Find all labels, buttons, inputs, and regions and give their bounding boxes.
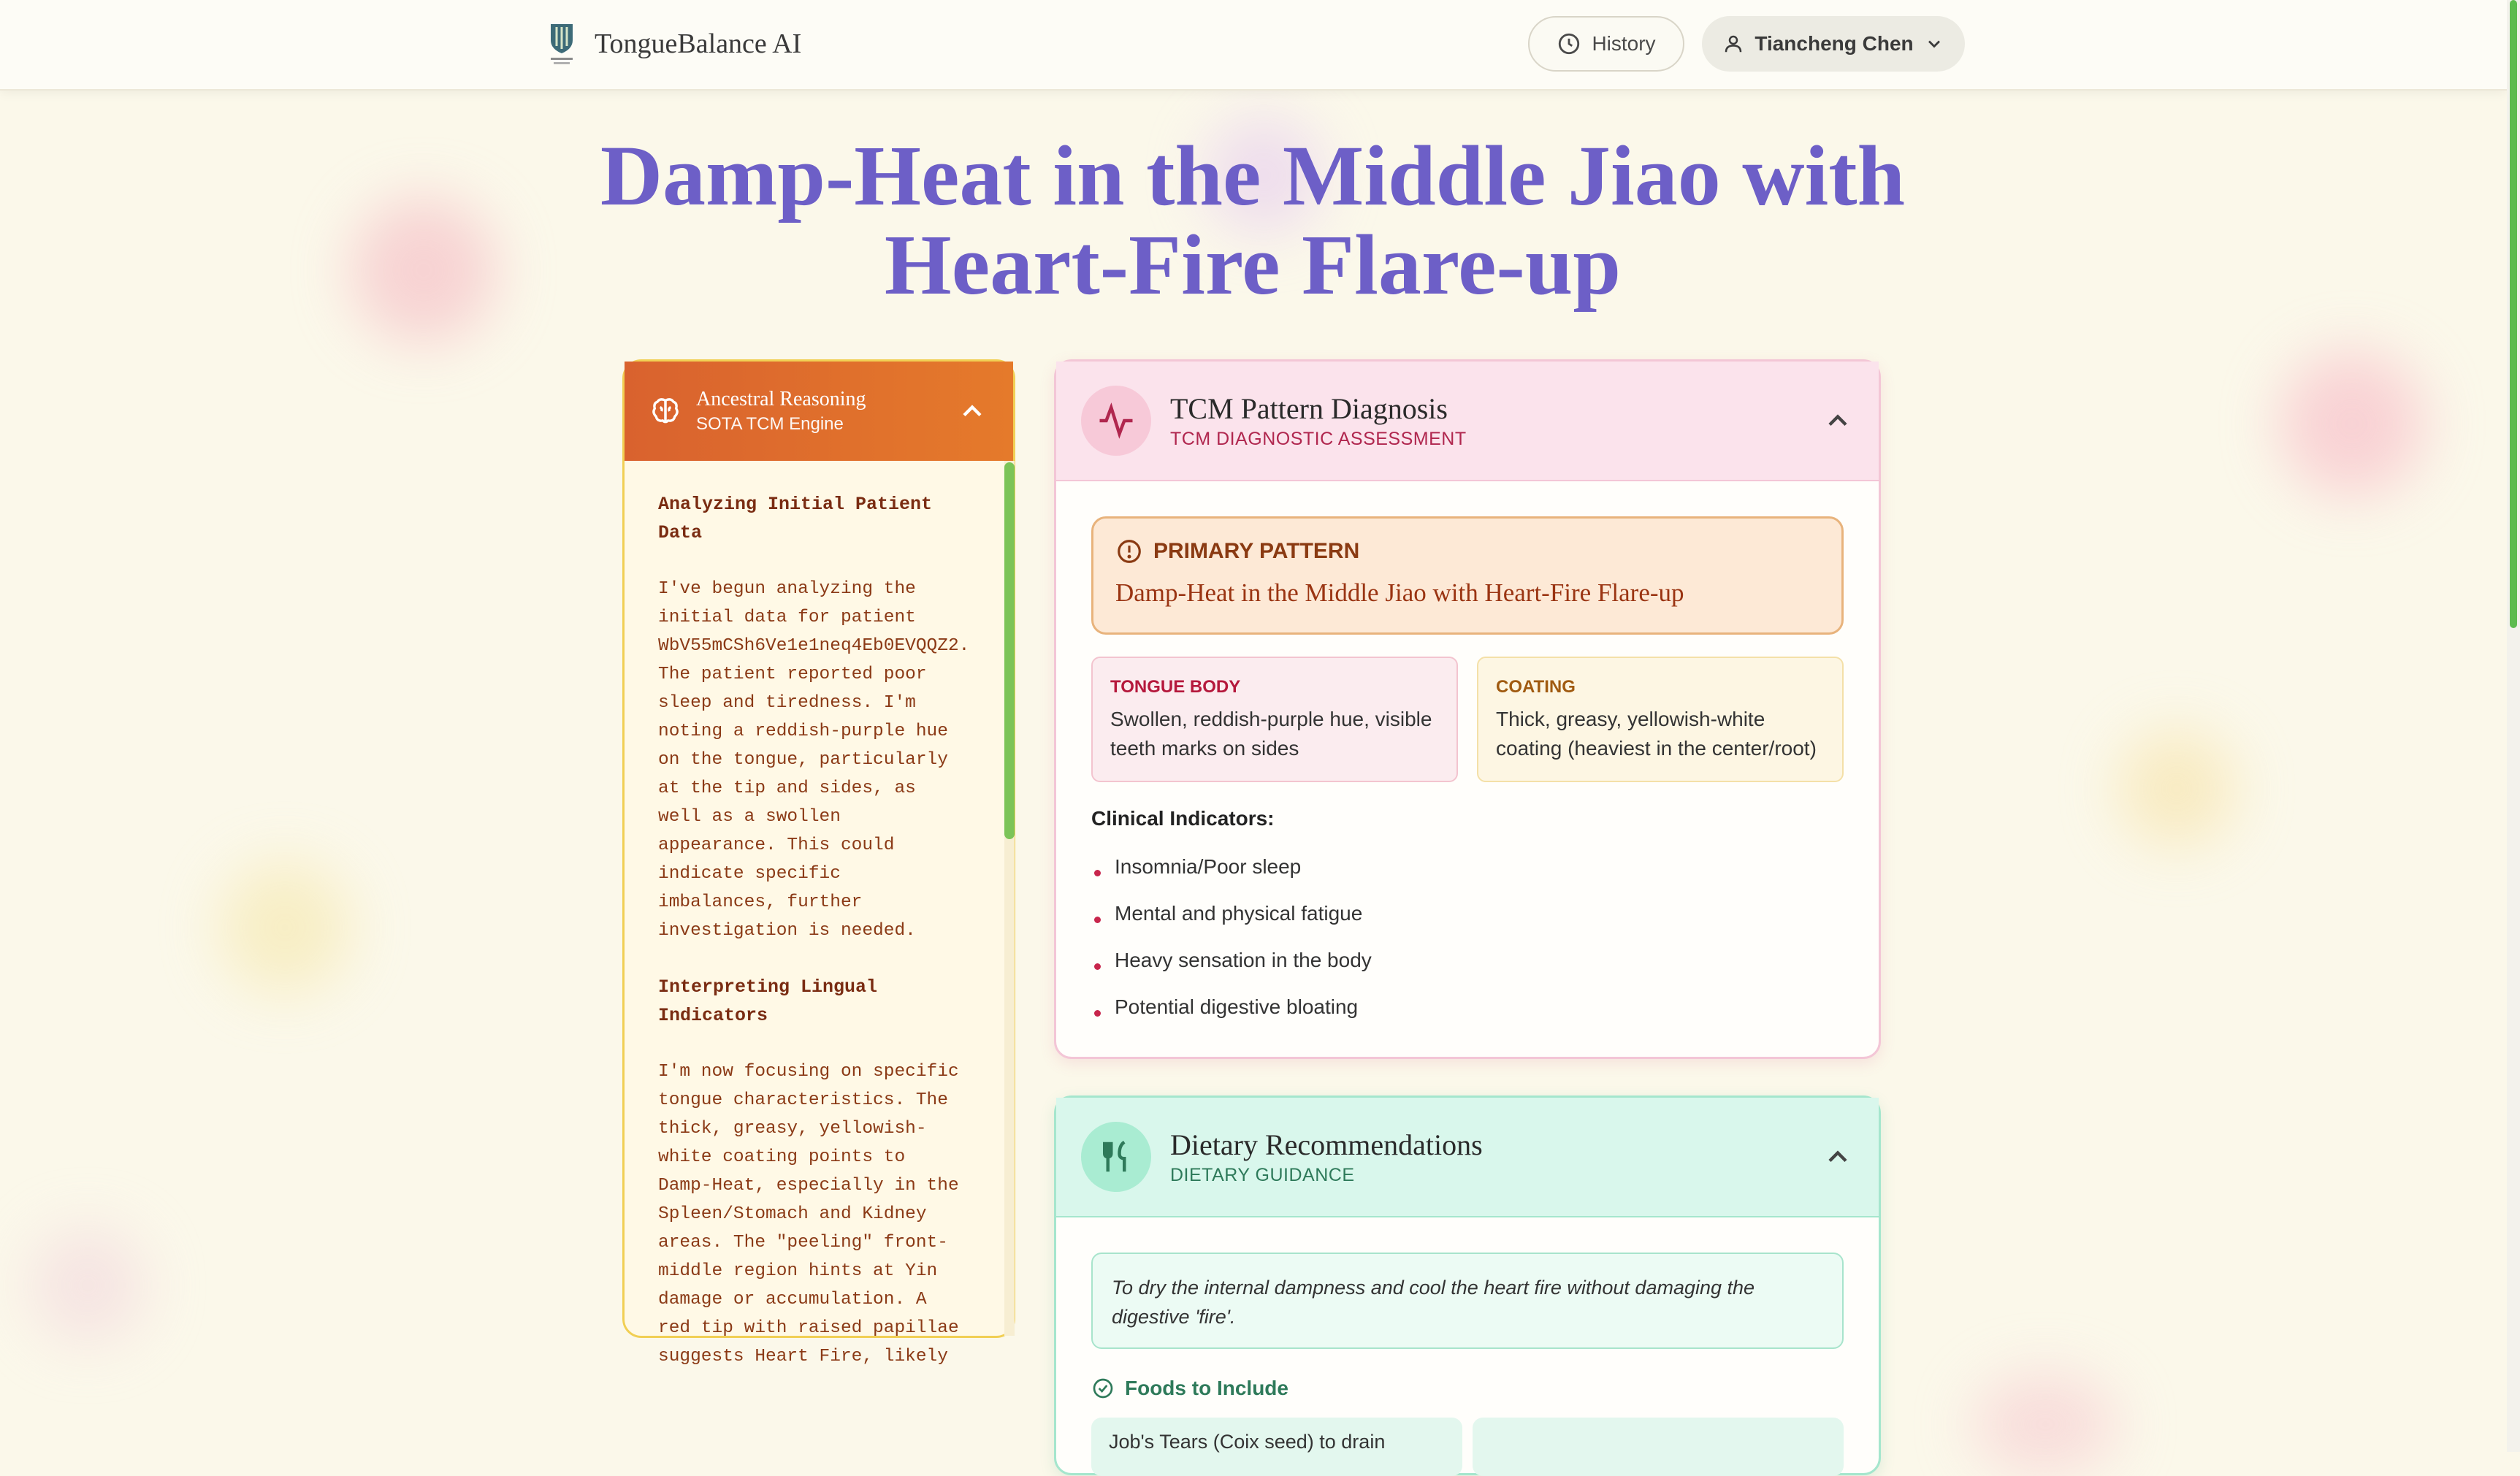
reasoning-heading: Analyzing Initial Patient Data — [658, 494, 933, 543]
reasoning-panel — [622, 359, 1015, 1366]
dietary-subtitle: DIETARY GUIDANCE — [1170, 1165, 1355, 1185]
check-circle-icon — [1091, 1377, 1115, 1400]
chevron-up-icon[interactable] — [1822, 1141, 1854, 1173]
list-item: Potential digestive bloating — [1091, 984, 1372, 1030]
food-item: Job's Tears (Coix seed) to drain — [1091, 1418, 1462, 1476]
foods-to-include-title — [1091, 1377, 1288, 1400]
tongue-body-text: Swollen, reddish-purple hue, visible teeth marks on sides — [1110, 708, 1432, 760]
utensils-icon — [1096, 1137, 1136, 1177]
coating-label: COATING — [1496, 677, 1576, 697]
reasoning-panel-header[interactable] — [625, 362, 1013, 461]
dietary-icon-badge — [1081, 1122, 1151, 1192]
coating-box — [1477, 657, 1844, 782]
alert-circle-icon — [1115, 538, 1143, 565]
background-blob — [219, 862, 351, 993]
primary-pattern-label: PRIMARY PATTERN — [1153, 539, 1360, 563]
chevron-up-icon[interactable] — [1822, 405, 1854, 437]
clinical-indicators-list — [1091, 844, 1372, 1030]
user-icon — [1722, 33, 1744, 55]
pulse-icon — [1096, 401, 1136, 440]
diagnosis-card-header[interactable] — [1056, 362, 1879, 481]
history-label: History — [1592, 32, 1656, 55]
background-blob — [1972, 1373, 2118, 1475]
reasoning-title: Ancestral Reasoning — [696, 388, 866, 410]
brain-icon — [649, 395, 681, 427]
chevron-down-icon — [1924, 34, 1944, 54]
chevron-up-icon[interactable] — [956, 395, 988, 427]
user-name: Tiancheng Chen — [1755, 32, 1914, 55]
list-item: Heavy sensation in the body — [1091, 937, 1372, 984]
primary-pattern-text: Damp-Heat in the Middle Jiao with Heart-Fire Flare-up — [1115, 578, 1684, 607]
clinical-indicators-title: Clinical Indicators: — [1091, 807, 1275, 830]
background-blob — [2118, 730, 2235, 847]
app-name: TongueBalance AI — [595, 28, 802, 59]
tongue-body-label: TONGUE BODY — [1110, 677, 1241, 697]
background-blob — [351, 197, 497, 343]
page-title: Damp-Heat in the Middle Jiao with Heart-Fire Flare-up — [600, 128, 1906, 313]
reasoning-content[interactable] — [625, 461, 1013, 1366]
page-scrollbar-thumb[interactable] — [2510, 0, 2517, 628]
diagnosis-subtitle: TCM DIAGNOSTIC ASSESSMENT — [1170, 429, 1467, 449]
history-button[interactable] — [1528, 16, 1684, 72]
dietary-title: Dietary Recommendations — [1170, 1128, 1483, 1161]
coating-text: Thick, greasy, yellowish-white coating (heaviest in the center/root) — [1496, 708, 1817, 760]
reasoning-text: I've begun analyzing the initial data for patient WbV55mCSh6Ve1e1neq4Eb0EVQQZ2. The patient reported poor sleep and tiredness. I'm noting a reddish-purple hue on the tongue, particularly at the tip and sides, as well as a swollen appearance. This could indicate specific imbalances, further investigation is needed. — [658, 579, 981, 941]
dietary-goal: To dry the internal dampness and cool the heart fire without damaging the digestive 'fire'. — [1091, 1253, 1844, 1349]
reasoning-scrollbar-thumb[interactable] — [1004, 462, 1015, 839]
foods-to-include-label: Foods to Include — [1125, 1377, 1288, 1399]
food-item — [1473, 1418, 1844, 1476]
reasoning-text: I'm now focusing on specific tongue characteristics. The thick, greasy, yellowish-white coating points to Damp-Heat, especially in the Spleen/Stomach and Kidney areas. The "peeling" front-middle region hints at Yin damage or accumulation. A red tip with raised papillae suggests Heart Fire, likely — [658, 1062, 970, 1366]
list-item: Insomnia/Poor sleep — [1091, 844, 1372, 890]
user-menu-button[interactable] — [1702, 16, 1965, 72]
reasoning-heading: Interpreting Lingual Indicators — [658, 976, 878, 1026]
diagnosis-icon-badge — [1081, 386, 1151, 456]
background-blob — [29, 1227, 146, 1344]
list-item: Mental and physical fatigue — [1091, 890, 1372, 937]
clock-icon — [1557, 31, 1581, 56]
background-blob — [2279, 351, 2425, 497]
app-logo[interactable] — [548, 20, 801, 67]
shield-logo-icon — [548, 21, 576, 66]
primary-pattern-box — [1091, 516, 1844, 635]
reasoning-subtitle: SOTA TCM Engine — [696, 414, 844, 434]
dietary-card-header[interactable] — [1056, 1098, 1879, 1217]
tongue-body-box — [1091, 657, 1458, 782]
top-navigation-bar — [0, 0, 2507, 91]
diagnosis-title: TCM Pattern Diagnosis — [1170, 392, 1448, 425]
diagnosis-card — [1054, 359, 1881, 1059]
dietary-card — [1054, 1095, 1881, 1475]
